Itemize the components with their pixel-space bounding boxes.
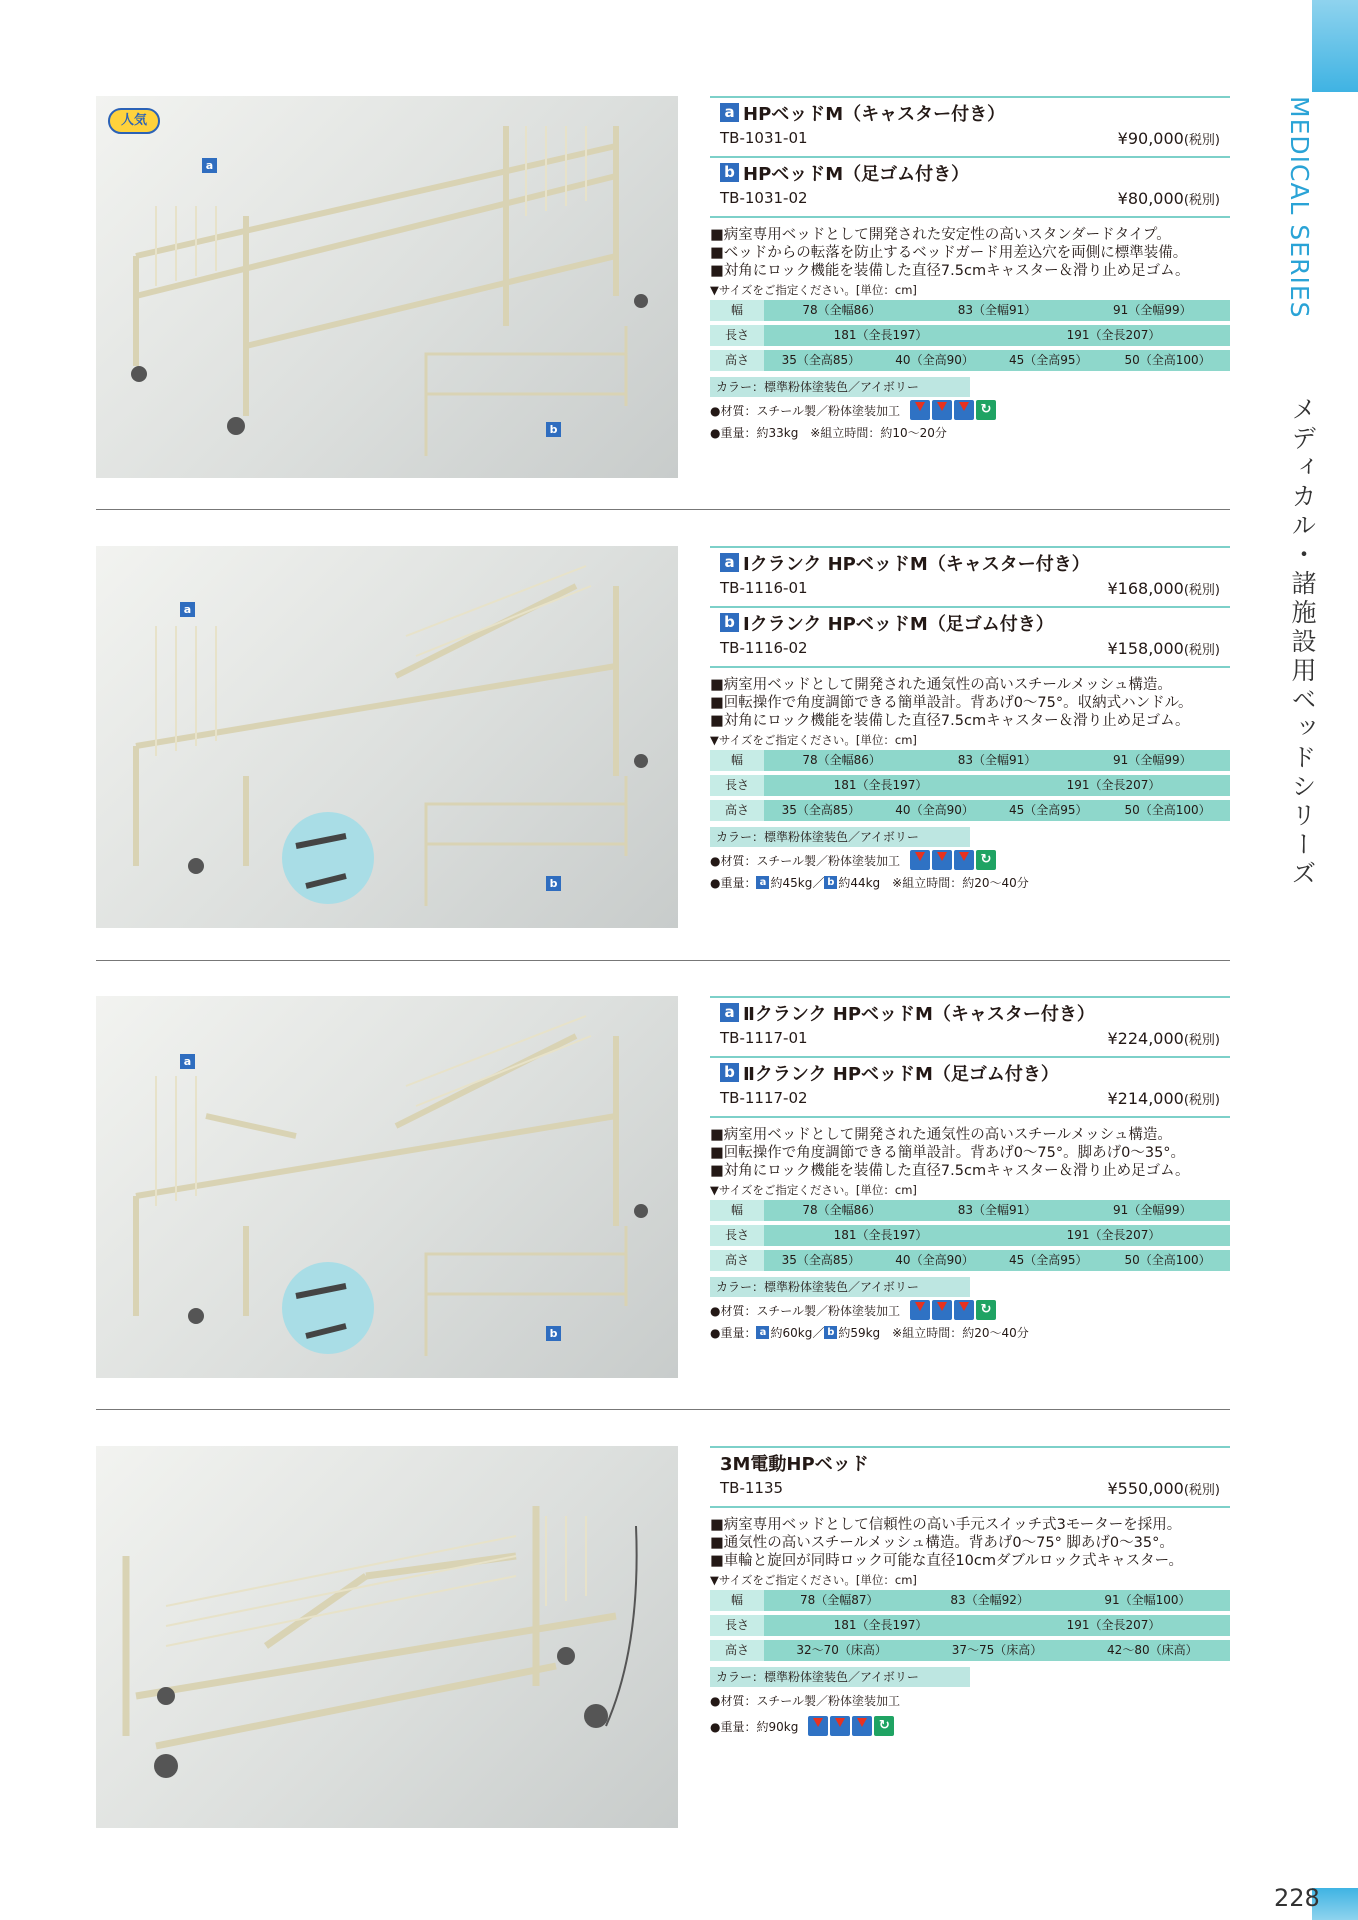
weight-spec (710, 1323, 1230, 1341)
color-label: カラー：標準粉体塗装色／アイボリー (710, 827, 970, 847)
delivery-icon (910, 400, 930, 420)
feature-line: ■対角にロック機能を装備した直径7.5cmキャスター＆滑り止め足ゴム。 (710, 263, 1190, 279)
product-info (710, 1446, 1230, 1739)
delivery-icon (910, 850, 930, 870)
size-value: 191（全長207） (997, 325, 1230, 346)
recycle-icon: ↻ (976, 400, 996, 420)
size-row-height (710, 1640, 1230, 1661)
size-table (710, 1638, 1230, 1663)
photo-tag-a: a (202, 158, 217, 173)
material-text: ●材質：スチール製／粉体塗装加工 (710, 1303, 900, 1318)
weight-prefix: ●重量： (710, 1325, 757, 1340)
size-row-length (710, 325, 1230, 346)
variant-name-text: Ⅰクランク HPベッドM（キャスター付き） (743, 553, 1090, 575)
variant-badge-a: a (720, 103, 739, 122)
weight-badge-a: a (756, 1326, 769, 1339)
feature-line: ■対角にロック機能を装備した直径7.5cmキャスター＆滑り止め足ゴム。 (710, 1163, 1190, 1179)
product-section-hp-bed-m (96, 96, 1230, 480)
delivery-icon (852, 1716, 872, 1736)
product-code: TB-1135 (720, 1479, 784, 1497)
size-table (710, 1198, 1230, 1223)
product-photo (96, 96, 678, 478)
size-row-height (710, 1250, 1230, 1271)
product-photo (96, 546, 678, 928)
size-value: 181（全長197） (764, 1615, 997, 1636)
product-code: TB-1116-02 (720, 639, 808, 657)
variant-badge-a: a (720, 553, 739, 572)
size-value: 78（全幅86） (764, 1200, 919, 1221)
weight-b: 約44kg (838, 875, 881, 890)
material-spec: ●材質：スチール製／粉体塗装加工 (710, 1693, 900, 1708)
size-table (710, 748, 1230, 773)
size-value: 181（全長197） (764, 1225, 997, 1246)
size-label: 幅 (710, 1590, 764, 1611)
weight-b: 約59kg (838, 1325, 881, 1340)
code-price-row (710, 1027, 1230, 1056)
price (1108, 639, 1221, 658)
delivery-icon (932, 850, 952, 870)
size-value: 83（全幅92） (914, 1590, 1064, 1611)
material-spec (710, 1297, 1230, 1323)
variant-name (710, 1058, 1230, 1087)
section-divider (96, 509, 1230, 510)
eco-icons (910, 400, 996, 420)
size-row-width (710, 1590, 1230, 1611)
feature-line: ■病室専用ベッドとして信頼性の高い手元スイッチ式3モーターを採用。 (710, 1517, 1182, 1533)
size-table (710, 323, 1230, 348)
size-value: 50（全高100） (1105, 800, 1230, 821)
material-spec (710, 397, 1230, 423)
delivery-icon (954, 1300, 974, 1320)
weight-badge-a: a (756, 876, 769, 889)
tax-note: (税別) (1183, 1033, 1220, 1048)
size-value: 50（全高100） (1105, 1250, 1230, 1271)
size-value: 91（全幅99） (1075, 750, 1230, 771)
price (1108, 1029, 1221, 1048)
weight-a: 約45kg／ (770, 875, 825, 890)
feature-line: ■対角にロック機能を装備した直径7.5cmキャスター＆滑り止め足ゴム。 (710, 713, 1190, 729)
code-price-row (710, 187, 1230, 216)
size-label: 高さ (710, 1640, 764, 1661)
weight-spec (710, 873, 1230, 891)
price-value: ¥224,000 (1107, 1029, 1184, 1048)
popular-badge: 人気 (108, 108, 160, 134)
size-row-width (710, 750, 1230, 771)
product-code: TB-1031-01 (720, 129, 808, 147)
size-note: ▼サイズをご指定ください。[単位：cm] (710, 733, 917, 747)
variant-name-text: HPベッドM（足ゴム付き） (743, 163, 970, 185)
variant-badge-b: b (720, 163, 739, 182)
price-value: ¥90,000 (1117, 129, 1184, 148)
size-label: 幅 (710, 1200, 764, 1221)
photo-tag-a: a (180, 1054, 195, 1069)
variant-name-text: 3M電動HPベッド (720, 1453, 869, 1475)
tax-note: (税別) (1183, 133, 1220, 148)
size-value: 91（全幅99） (1075, 300, 1230, 321)
delivery-icon (954, 400, 974, 420)
size-table (710, 348, 1230, 373)
weight-text: ●重量：約90kg (710, 1719, 799, 1734)
size-table (710, 1223, 1230, 1248)
delivery-icon (954, 850, 974, 870)
variant-name (710, 158, 1230, 187)
feature-line: ■病室専用ベッドとして開発された安定性の高いスタンダードタイプ。 (710, 227, 1171, 243)
series-title-jp: メディカル・諸施設用ベッドシリーズ (1288, 396, 1317, 889)
size-value: 78（全幅86） (764, 750, 919, 771)
size-value: 45（全高95） (991, 800, 1105, 821)
size-value: 191（全長207） (997, 1615, 1230, 1636)
code-price-row (710, 1477, 1230, 1506)
size-row-length (710, 775, 1230, 796)
product-section-3m-electric (96, 1446, 1230, 1830)
material-text: ●材質：スチール製／粉体塗装加工 (710, 403, 900, 418)
assembly-time: ※組立時間：約20〜40分 (880, 875, 1029, 890)
feature-line: ■病室用ベッドとして開発された通気性の高いスチールメッシュ構造。 (710, 677, 1172, 693)
code-price-row (710, 637, 1230, 666)
size-label: 長さ (710, 775, 764, 796)
size-row-length (710, 1225, 1230, 1246)
weight-a: 約60kg／ (770, 1325, 825, 1340)
variant-name-text: Ⅱクランク HPベッドM（キャスター付き） (743, 1003, 1095, 1025)
recycle-icon: ↻ (874, 1716, 894, 1736)
size-value: 78（全幅86） (764, 300, 919, 321)
tax-note: (税別) (1183, 583, 1220, 598)
delivery-icon (910, 1300, 930, 1320)
eco-icons (808, 1716, 894, 1736)
variant-name (710, 608, 1230, 637)
size-value: 91（全幅100） (1065, 1590, 1230, 1611)
size-value: 42〜80（床高） (1075, 1640, 1230, 1661)
product-section-crank-2 (96, 996, 1230, 1380)
feature-line: ■車輪と旋回が同時ロック可能な直径10cmダブルロック式キャスター。 (710, 1553, 1184, 1569)
photo-tag-b: b (546, 422, 561, 437)
variant-name (710, 1448, 1230, 1477)
feature-line: ■通気性の高いスチールメッシュ構造。背あげ0〜75° 脚あげ0〜35°。 (710, 1535, 1174, 1551)
size-value: 83（全幅91） (919, 750, 1074, 771)
tax-note: (税別) (1183, 193, 1220, 208)
photo-tag-b: b (546, 876, 561, 891)
size-value: 181（全長197） (764, 775, 997, 796)
size-value: 35（全高85） (764, 1250, 878, 1271)
bed-illustration (96, 96, 678, 478)
material-text: ●材質：スチール製／粉体塗装加工 (710, 853, 900, 868)
size-value: 45（全高95） (991, 350, 1105, 371)
side-accent-bar-top (1312, 0, 1358, 92)
tax-note: (税別) (1183, 1093, 1220, 1108)
weight-spec: ●重量：約33kg ※組立時間：約10〜20分 (710, 425, 947, 440)
size-value: 40（全高90） (878, 350, 992, 371)
size-label: 長さ (710, 325, 764, 346)
product-photo (96, 996, 678, 1378)
code-price-row (710, 577, 1230, 606)
photo-tag-a: a (180, 602, 195, 617)
variant-name (710, 998, 1230, 1027)
size-value: 91（全幅99） (1075, 1200, 1230, 1221)
size-table (710, 773, 1230, 798)
color-label: カラー：標準粉体塗装色／アイボリー (710, 377, 970, 397)
feature-line: ■回転操作で角度調節できる簡単設計。背あげ0〜75°。収納式ハンドル。 (710, 695, 1193, 711)
variant-badge-b: b (720, 613, 739, 632)
size-label: 幅 (710, 750, 764, 771)
tax-note: (税別) (1183, 1483, 1220, 1498)
code-price-row (710, 1087, 1230, 1116)
size-value: 78（全幅87） (764, 1590, 914, 1611)
size-label: 長さ (710, 1615, 764, 1636)
price-value: ¥214,000 (1107, 1089, 1184, 1108)
size-table (710, 298, 1230, 323)
size-row-width (710, 300, 1230, 321)
size-value: 35（全高85） (764, 800, 878, 821)
product-info (710, 96, 1230, 441)
size-label: 幅 (710, 300, 764, 321)
size-table (710, 1613, 1230, 1638)
recycle-icon: ↻ (976, 1300, 996, 1320)
weight-spec (710, 1713, 1230, 1739)
material-spec (710, 847, 1230, 873)
color-label: カラー：標準粉体塗装色／アイボリー (710, 1667, 970, 1687)
product-info (710, 546, 1230, 891)
size-value: 32〜70（床高） (764, 1640, 919, 1661)
product-photo (96, 1446, 678, 1828)
variant-badge-b: b (720, 1063, 739, 1082)
eco-icons (910, 1300, 996, 1320)
product-section-crank-1 (96, 546, 1230, 930)
price-value: ¥80,000 (1117, 189, 1184, 208)
size-label: 長さ (710, 1225, 764, 1246)
price (1108, 1479, 1221, 1498)
series-title-en: MEDICAL SERIES (1285, 96, 1314, 319)
feature-line: ■回転操作で角度調節できる簡単設計。背あげ0〜75°。脚あげ0〜35°。 (710, 1145, 1186, 1161)
price (1108, 1089, 1221, 1108)
page-number: 228 (1274, 1884, 1320, 1912)
assembly-time: ※組立時間：約20〜40分 (880, 1325, 1029, 1340)
weight-badge-b: b (824, 876, 837, 889)
price (1118, 189, 1220, 208)
size-value: 83（全幅91） (919, 1200, 1074, 1221)
weight-prefix: ●重量： (710, 875, 757, 890)
feature-line: ■病室用ベッドとして開発された通気性の高いスチールメッシュ構造。 (710, 1127, 1172, 1143)
price-value: ¥158,000 (1107, 639, 1184, 658)
photo-tag-b: b (546, 1326, 561, 1341)
size-value: 191（全長207） (997, 775, 1230, 796)
size-value: 45（全高95） (991, 1250, 1105, 1271)
size-table (710, 1588, 1230, 1613)
product-code: TB-1117-02 (720, 1089, 808, 1107)
size-table (710, 1248, 1230, 1273)
delivery-icon (830, 1716, 850, 1736)
variant-name (710, 98, 1230, 127)
size-row-height (710, 350, 1230, 371)
size-label: 高さ (710, 1250, 764, 1271)
product-code: TB-1116-01 (720, 579, 808, 597)
bed-illustration (96, 1446, 678, 1828)
size-note: ▼サイズをご指定ください。[単位：cm] (710, 1573, 917, 1587)
variant-name-text: Ⅱクランク HPベッドM（足ゴム付き） (743, 1063, 1059, 1085)
delivery-icon (932, 400, 952, 420)
section-divider (96, 1409, 1230, 1410)
eco-icons (910, 850, 996, 870)
size-value: 50（全高100） (1105, 350, 1230, 371)
color-label: カラー：標準粉体塗装色／アイボリー (710, 1277, 970, 1297)
size-value: 83（全幅91） (919, 300, 1074, 321)
size-value: 191（全長207） (997, 1225, 1230, 1246)
price (1118, 129, 1220, 148)
code-price-row (710, 127, 1230, 156)
delivery-icon (808, 1716, 828, 1736)
size-value: 40（全高90） (878, 800, 992, 821)
product-code: TB-1031-02 (720, 189, 808, 207)
size-value: 40（全高90） (878, 1250, 992, 1271)
delivery-icon (932, 1300, 952, 1320)
size-value: 35（全高85） (764, 350, 878, 371)
size-row-length (710, 1615, 1230, 1636)
product-info (710, 996, 1230, 1341)
size-row-height (710, 800, 1230, 821)
size-value: 37〜75（床高） (919, 1640, 1074, 1661)
price-value: ¥550,000 (1107, 1479, 1184, 1498)
section-divider (96, 960, 1230, 961)
size-note: ▼サイズをご指定ください。[単位：cm] (710, 283, 917, 297)
price-value: ¥168,000 (1107, 579, 1184, 598)
price (1108, 579, 1221, 598)
size-row-width (710, 1200, 1230, 1221)
variant-name-text: HPベッドM（キャスター付き） (743, 103, 1006, 125)
product-code: TB-1117-01 (720, 1029, 808, 1047)
size-note: ▼サイズをご指定ください。[単位：cm] (710, 1183, 917, 1197)
feature-line: ■ベッドからの転落を防止するベッドガード用差込穴を両側に標準装備。 (710, 245, 1188, 261)
size-label: 高さ (710, 350, 764, 371)
tax-note: (税別) (1183, 643, 1220, 658)
variant-badge-a: a (720, 1003, 739, 1022)
variant-name-text: Ⅰクランク HPベッドM（足ゴム付き） (743, 613, 1054, 635)
variant-name (710, 548, 1230, 577)
recycle-icon: ↻ (976, 850, 996, 870)
size-value: 181（全長197） (764, 325, 997, 346)
size-table (710, 798, 1230, 823)
size-label: 高さ (710, 800, 764, 821)
weight-badge-b: b (824, 1326, 837, 1339)
